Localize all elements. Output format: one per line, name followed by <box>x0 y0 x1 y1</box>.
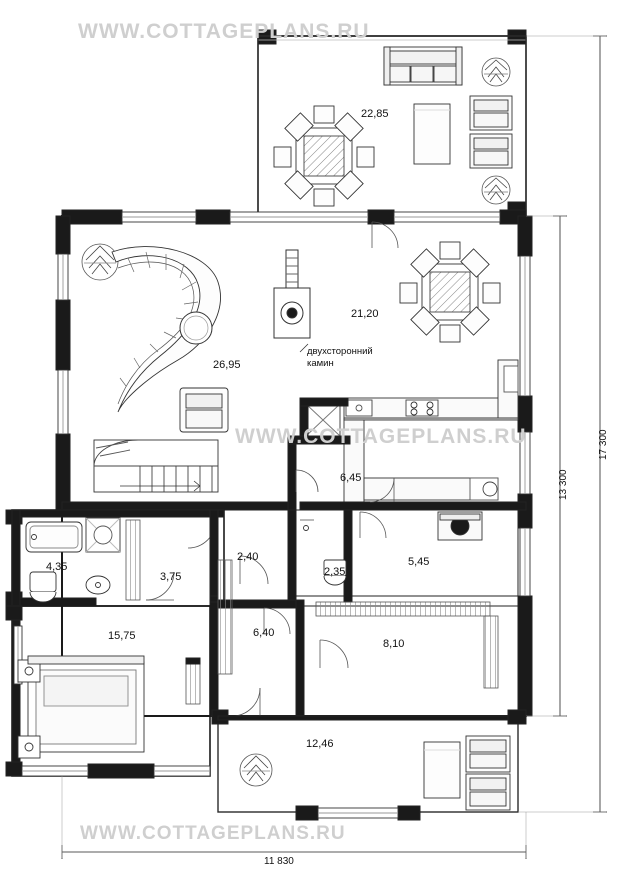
room-label-corridor-lower: 6,40 <box>253 627 275 639</box>
room-label-bathroom-left: 4,35 <box>46 561 68 573</box>
room-label-terrace-lower: 12,46 <box>306 738 334 750</box>
fireplace-annotation-line1: двухсторонний <box>307 346 373 357</box>
room-label-living-room: 26,95 <box>213 359 241 371</box>
watermark-top: WWW.COTTAGEPLANS.RU <box>78 20 370 43</box>
watermark-middle: WWW.COTTAGEPLANS.RU <box>235 425 527 448</box>
room-label-bedroom-main: 15,75 <box>108 630 136 642</box>
room-label-corridor: 2,40 <box>237 551 259 563</box>
room-label-closet: 3,75 <box>160 571 182 583</box>
room-label-bedroom-right: 8,10 <box>383 638 405 650</box>
room-label-terrace-upper: 22,85 <box>361 108 389 120</box>
room-label-bathroom-right: 5,45 <box>408 556 430 568</box>
fireplace-annotation-line2: камин <box>307 358 334 369</box>
watermark-bottom: WWW.COTTAGEPLANS.RU <box>80 823 346 844</box>
dimension-right-overall: 17 300 <box>598 429 609 460</box>
room-label-hall: 6,45 <box>340 472 362 484</box>
dimension-right-inner: 13 300 <box>558 469 569 500</box>
room-label-dining-kitchen: 21,20 <box>351 308 379 320</box>
room-label-wc: 2,35 <box>324 566 346 578</box>
dimension-bottom-overall: 11 830 <box>264 856 294 867</box>
